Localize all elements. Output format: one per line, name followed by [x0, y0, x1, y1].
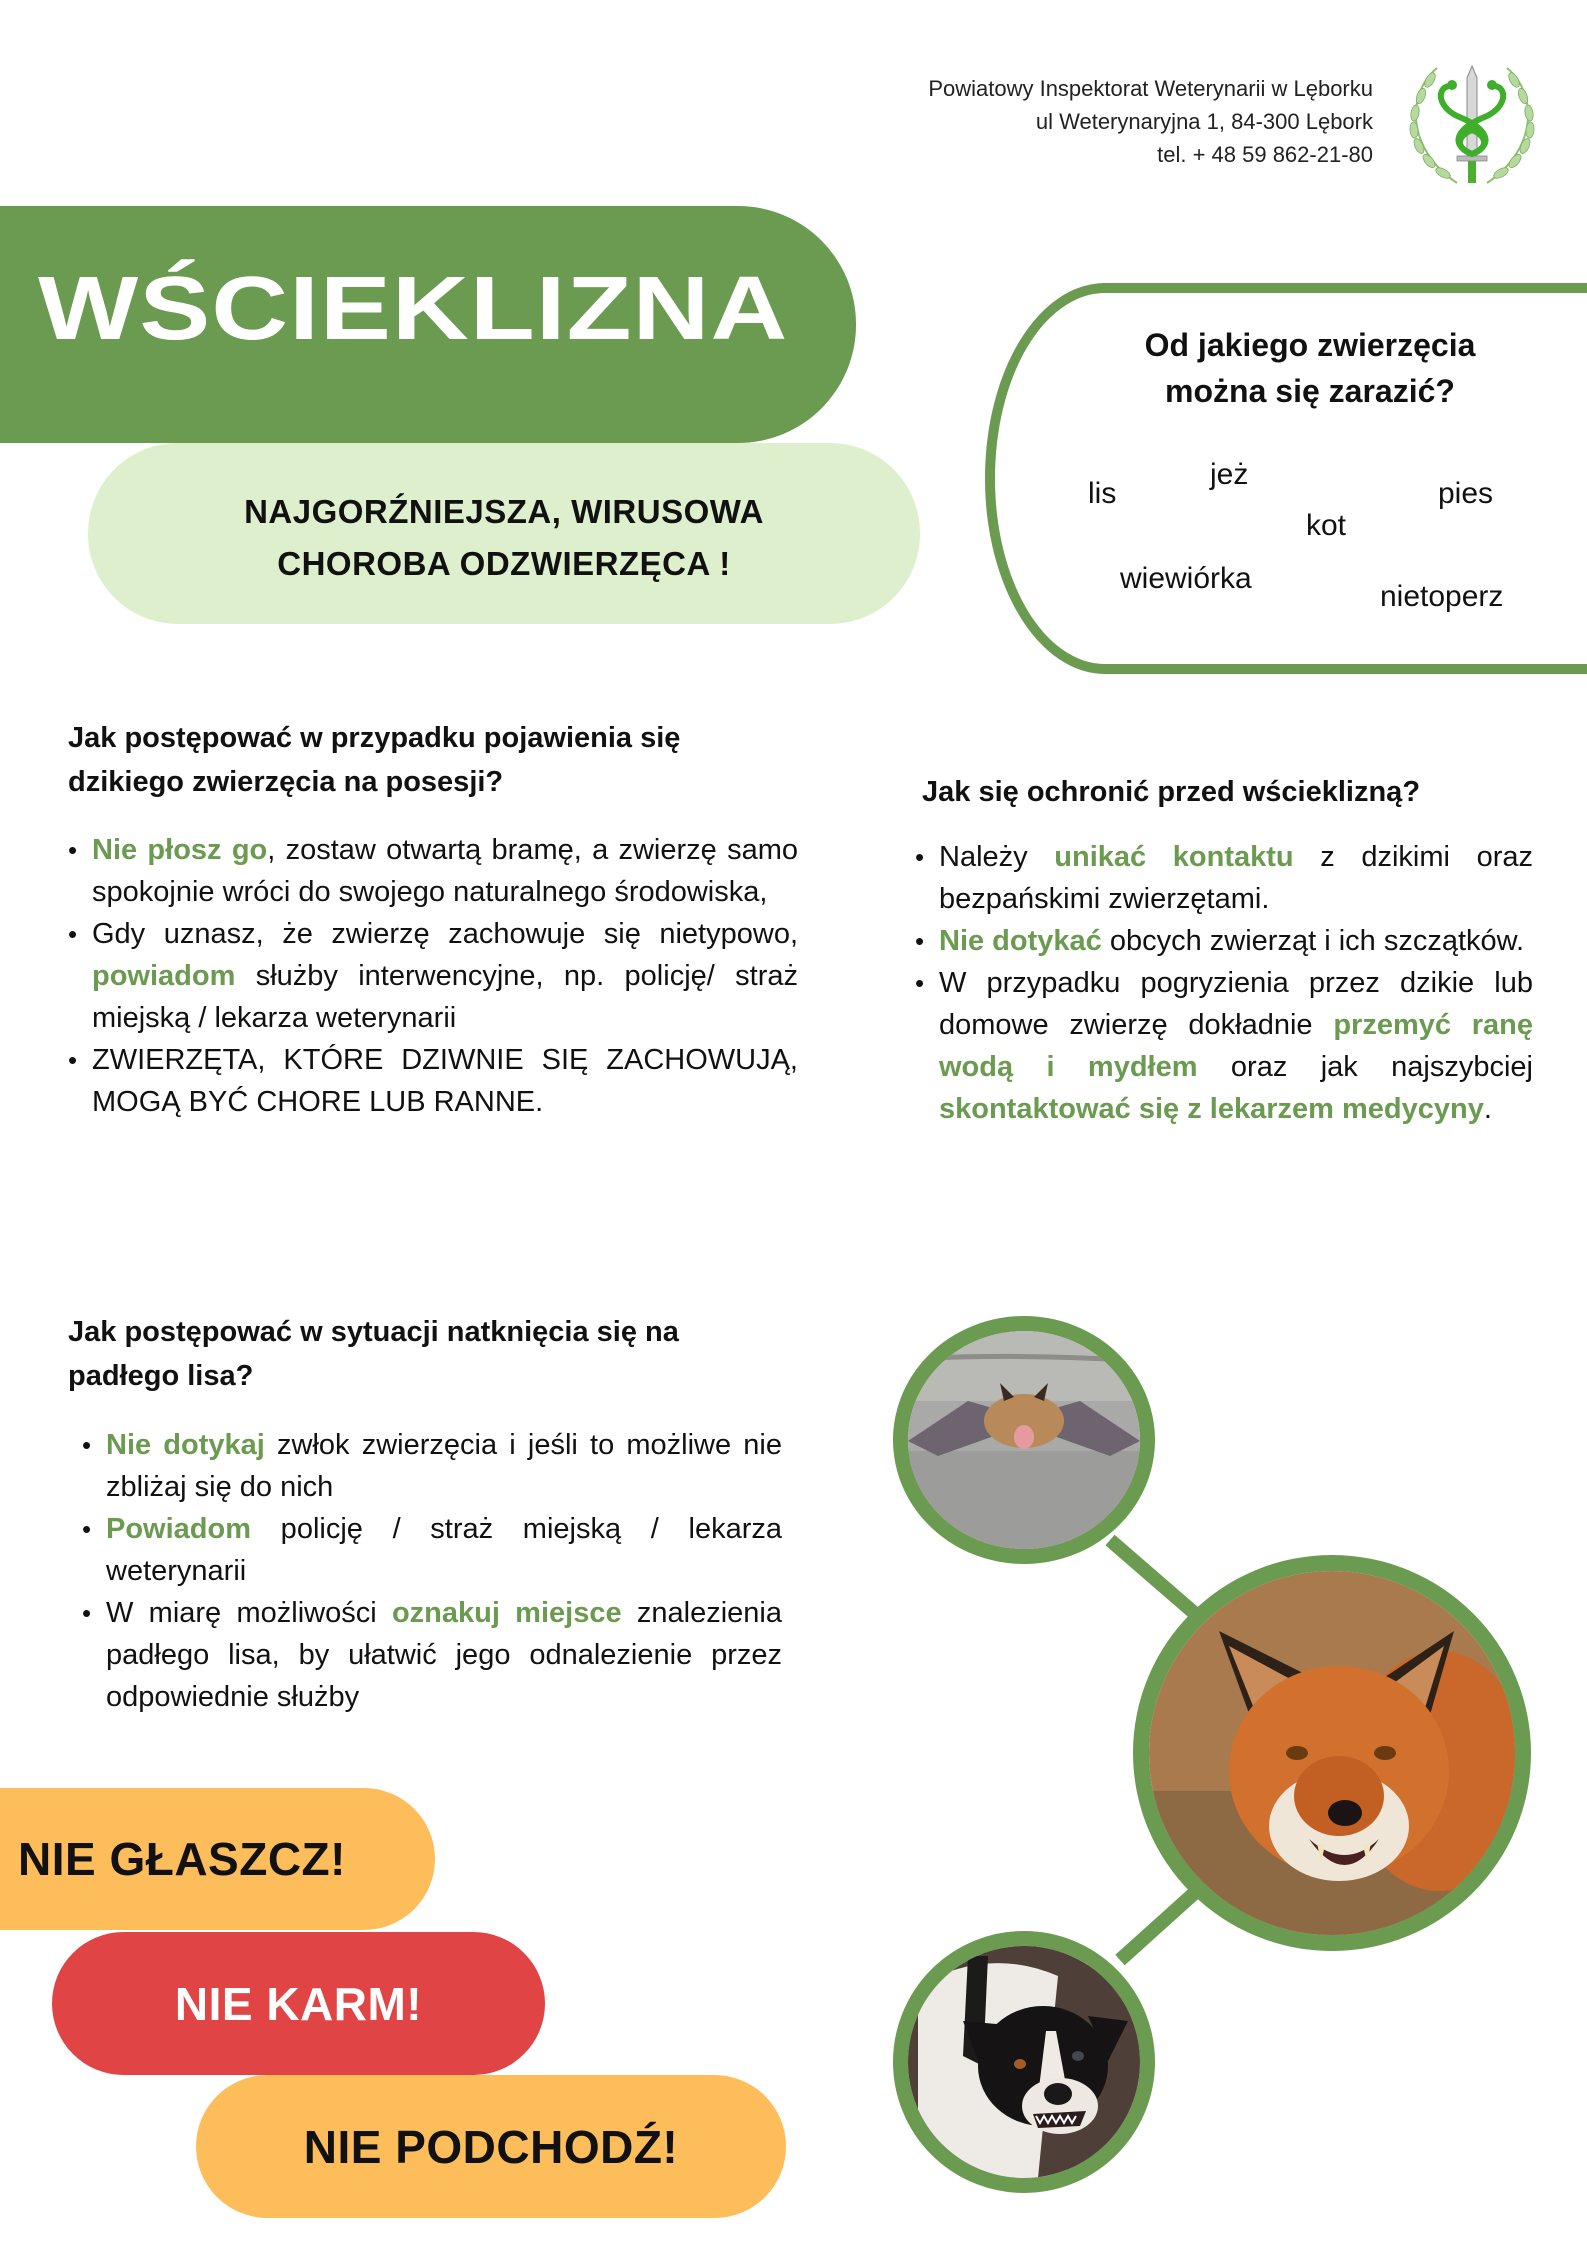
list-item: [915, 962, 1533, 1130]
warning-label: NIE PODCHODŹ!: [303, 2120, 679, 2173]
body-text: .: [1483, 1093, 1492, 1125]
body-text: zwłok zwierzęcia i jeśli to możliwe nie zbliżaj się do nich: [106, 1429, 782, 1503]
dead-fox-list: [82, 1424, 782, 1718]
animal-label: lis: [1088, 477, 1117, 510]
highlighted-text: skontaktować się z lekarzem medycyny: [939, 1093, 1484, 1125]
protect-list: [915, 836, 1533, 1130]
list-item: [68, 829, 798, 913]
list-item: [915, 920, 1533, 962]
animal-label: jeż: [1210, 458, 1249, 491]
body-text: służby interwencyjne, np. policję/ straż miejską / lekarza weterynarii: [92, 960, 798, 1034]
warning-no-petting: [0, 1788, 435, 1930]
dog-photo: [893, 1931, 1155, 2193]
body-text: Gdy uznasz, że zwierzę zachowuje się nietypowo,: [92, 918, 798, 950]
highlighted-text: Nie dotykaj: [106, 1429, 265, 1461]
highlighted-text: przemyć ranę wodą i mydłem: [939, 1009, 1533, 1083]
org-name: Powiatowy Inspektorat Weterynarii w Lęborku: [928, 76, 1373, 101]
highlighted-text: Nie płosz go: [92, 834, 268, 866]
organization-info: [928, 72, 1373, 171]
body-text: Należy: [939, 841, 1055, 873]
body-text: oraz jak najszybciej: [1197, 1051, 1533, 1083]
section-title-line: Jak postępować w sytuacji natknięcia się na: [68, 1316, 679, 1348]
page-title: WŚCIEKLIZNA: [38, 259, 789, 359]
highlighted-text: powiadom: [92, 960, 236, 992]
section-title-line: dzikiego zwierzęcia na posesji?: [68, 766, 504, 798]
animal-label: wiewiórka: [1120, 562, 1252, 595]
highlighted-text: Powiadom: [106, 1513, 252, 1545]
highlighted-text: Nie dotykać: [939, 925, 1102, 957]
list-item: [82, 1592, 782, 1718]
warning-label: NIE GŁASZCZ!: [18, 1833, 346, 1885]
list-item: [68, 1039, 798, 1123]
body-text: W przypadku pogryzienia przez dzikie lub domowe zwierzę dokładnie: [939, 967, 1533, 1041]
warning-no-approaching: [196, 2075, 786, 2218]
body-text: , zostaw otwartą bramę, a zwierzę samo spokojnie wróci do swojego naturalnego środowiska,: [92, 834, 798, 908]
caduceus-wreath-logo-icon: [1397, 58, 1547, 193]
bat-photo: [893, 1316, 1155, 1564]
section-title-dead-fox: [68, 1310, 848, 1398]
org-address: ul Weterynaryjna 1, 84-300 Lębork: [1035, 109, 1373, 134]
org-phone: tel. + 48 59 862-21-80: [1157, 142, 1373, 167]
animal-label: kot: [1306, 509, 1347, 542]
wild-animal-list: [68, 829, 798, 1123]
warning-label: NIE KARM!: [174, 1977, 423, 2030]
connector-line: [1120, 1888, 1200, 1960]
subtitle-line: CHOROBA ODZWIERZĘCA !: [277, 545, 731, 582]
section-title-wild-animal: [68, 716, 848, 804]
fox-photo: [1133, 1555, 1531, 1951]
subtitle-line: NAJGORŹNIEJSZA, WIRUSOWA: [244, 493, 764, 530]
body-text: ZWIERZĘTA, KTÓRE DZIWNIE SIĘ ZACHOWUJĄ, MOGĄ BYĆ CHORE LUB RANNE.: [92, 1044, 798, 1118]
highlighted-text: oznakuj miejsce: [391, 1597, 622, 1629]
section-title-protect: Jak się ochronić przed wścieklizną?: [922, 776, 1421, 808]
subtitle: [88, 486, 920, 590]
animals-box-title-line: Od jakiego zwierzęcia: [1144, 327, 1476, 363]
section-title-line: Jak postępować w przypadku pojawienia się: [68, 722, 681, 754]
highlighted-text: unikać kontaktu: [1054, 841, 1294, 873]
section-title-line: padłego lisa?: [68, 1360, 254, 1392]
list-item: [82, 1508, 782, 1592]
list-item: [82, 1424, 782, 1508]
list-item: [915, 836, 1533, 920]
body-text: obcych zwierząt i ich szczątków.: [1101, 925, 1525, 957]
animals-box-title: [1040, 322, 1580, 414]
body-text: znalezienia padłego lisa, by ułatwić jego odnalezienie przez odpowiednie służby: [106, 1597, 782, 1713]
animal-label: pies: [1438, 477, 1494, 510]
animals-box-title-line: można się zarazić?: [1165, 373, 1455, 409]
body-text: policję / straż miejską / lekarza weterynarii: [106, 1513, 782, 1587]
list-item: [68, 913, 798, 1039]
animal-label: nietoperz: [1380, 580, 1504, 613]
connector-line: [1110, 1540, 1200, 1618]
body-text: z dzikimi oraz bezpańskimi zwierzętami.: [939, 841, 1533, 915]
warning-no-feeding: [52, 1932, 545, 2075]
body-text: W miarę możliwości: [106, 1597, 392, 1629]
